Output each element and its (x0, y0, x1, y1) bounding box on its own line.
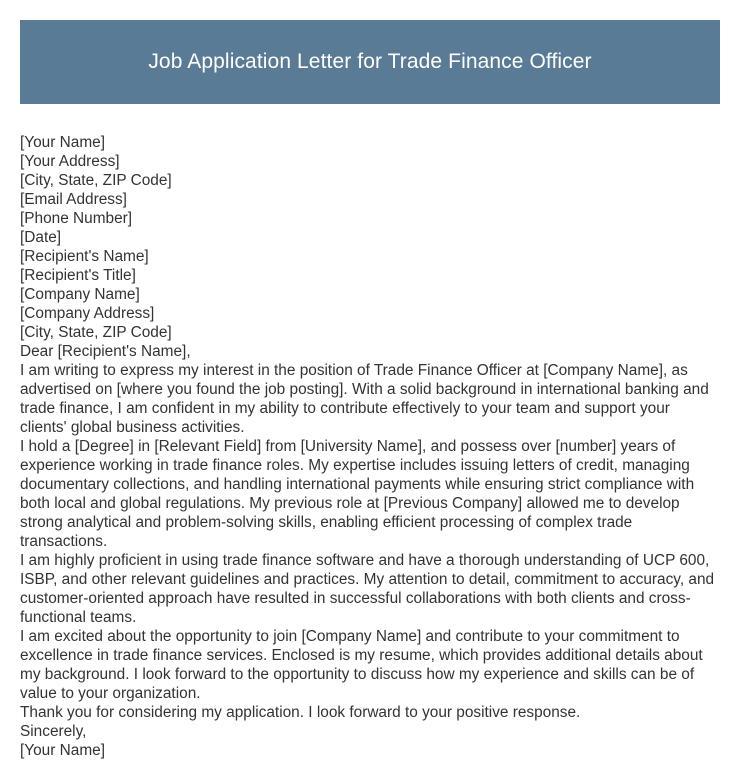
sender-email: [Email Address] (20, 191, 127, 208)
sender-name: [Your Name] (20, 134, 105, 151)
body-paragraph-skills: I am highly proficient in using trade finance software and have a thorough understanding of UCP 600, ISBP, and other relevant guidelines and practices. My attention to detail, commitment to accuracy, and customer-oriented approach have resulted in successful collaborations with both clients and cross-functional teams. (20, 552, 715, 626)
recipient-address: [Company Address] (20, 305, 155, 322)
sender-phone: [Phone Number] (20, 210, 133, 227)
closing: Sincerely, (20, 723, 87, 740)
sender-address: [Your Address] (20, 153, 120, 170)
body-paragraph-thanks: Thank you for considering my application. I look forward to your positive response. (20, 704, 581, 721)
recipient-title: [Recipient's Title] (20, 267, 136, 284)
signature-name: [Your Name] (20, 742, 105, 759)
recipient-city-state-zip: [City, State, ZIP Code] (20, 324, 172, 341)
recipient-name: [Recipient's Name] (20, 248, 149, 265)
sender-city-state-zip: [City, State, ZIP Code] (20, 172, 172, 189)
letter-date: [Date] (20, 229, 62, 246)
title-banner (20, 20, 720, 104)
letter-body (20, 133, 720, 760)
body-paragraph-experience: I hold a [Degree] in [Relevant Field] from [University Name], and possess over [number] years of experience working in trade finance roles. My expertise includes issuing letters of credit, managing documentary collections, and handling international payments while ensuring strict compliance with both local and global regulations. My previous role at [Previous Company] allowed me to develop strong analytical and problem-solving skills, enabling efficient processing of complex trade transactions. (20, 438, 695, 550)
body-paragraph-interest: I am writing to express my interest in the position of Trade Finance Officer at [Company Name], as advertised on [where you found the job posting]. With a solid background in international banking and trade finance, I am confident in my ability to contribute effectively to your team and support your clients' global business activities. (20, 362, 709, 436)
salutation: Dear [Recipient's Name], (20, 343, 191, 360)
body-paragraph-opportunity: I am excited about the opportunity to join [Company Name] and contribute to your commitment to excellence in trade finance services. Enclosed is my resume, which provides additional details about my background. I look forward to the opportunity to discuss how my experience and skills can be of value to your organization. (20, 628, 703, 702)
recipient-company: [Company Name] (20, 286, 140, 303)
page-title: Job Application Letter for Trade Finance Officer (148, 50, 592, 73)
